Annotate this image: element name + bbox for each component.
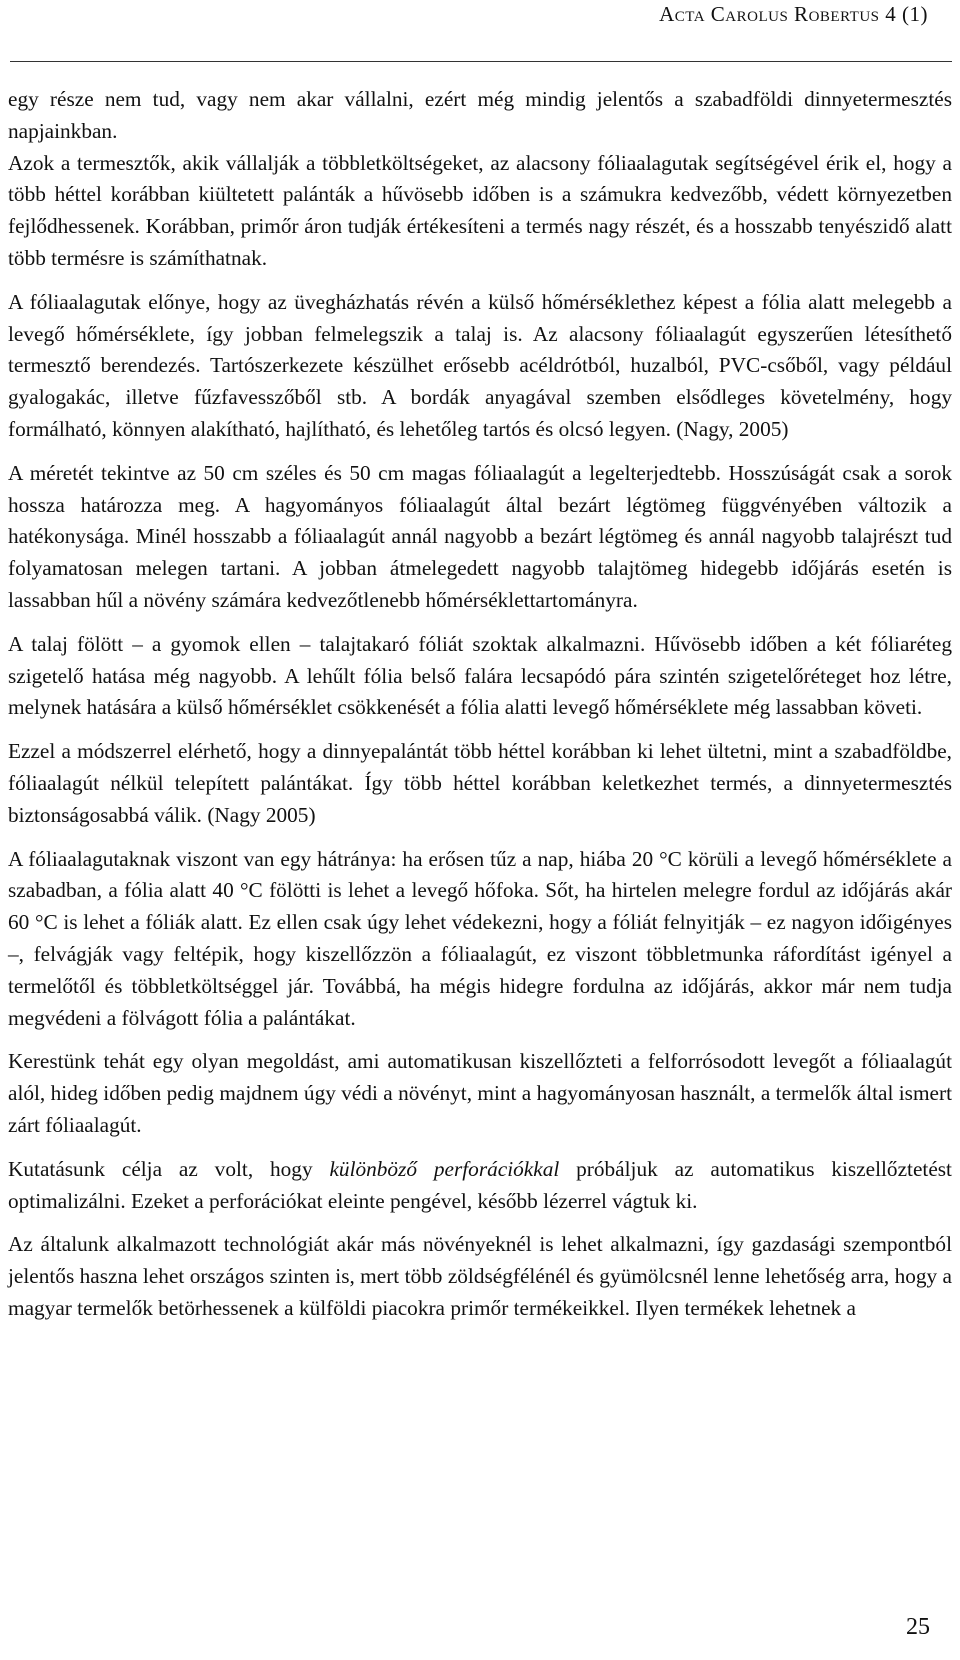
paragraph-method: Ezzel a módszerrel elérhető, hogy a dinnyepalántát több héttel korábban ki lehet ültetni, mint a szabadföldbe, fóliaalagút nélkül telepített palántákat. Így több héttel korábban keletkezhet termés, a dinnyetermesztés biztonságosabbá válik. (Nagy 2005) (8, 739, 952, 827)
paragraph-growers: Azok a termesztők, akik vállalják a többletköltségeket, az alacsony fóliaalagutak segítségével érik el, hogy a több héttel korábban kiültetett palánták a hűvösebb időben is a számukra kedvezőbb, védett környezetben fejlődhessenek. Korábban, primőr áron tudják értékesíteni a termés nagy részét, és a hosszabb tenyészidő alatt több termésre is számíthatnak. (8, 150, 952, 270)
header-rule (10, 61, 952, 62)
page-number: 25 (906, 1614, 930, 1640)
body-text (8, 84, 952, 1337)
paragraph-disadvantage: A fóliaalagutaknak viszont van egy hátránya: ha erősen tűz a nap, hiába 20 °C körüli a levegő hőmérséklete a szabadban, a fólia alatt 40 °C fölötti is lehet a levegő hőfoka. Sőt, ha hirtelen melegre fordul az időjárás akár 60 °C is lehet a fóliák alatt. Ez ellen csak úgy lehet védekezni, hogy a fóliát felnyitják – ez nagyon időigényes –, felvágják vagy feltépik, hogy kiszellőzzön a fóliaalagút, ez viszont többletmunka ráfordítást igényel a termelőtől és többletköltséggel jár. Továbbá, ha mégis hidegre fordulna az időjárás, akkor már nem tudja megvédeni a fölvágott fólia a palántákat. (8, 846, 952, 1030)
paragraph-mulch-film: A talaj fölött – a gyomok ellen – talajtakaró fóliát szoktak alkalmazni. Hűvösebb időben a két fóliaréteg szigetelő hatása még nagyobb. A lehűlt fólia belső falára lecsapódó pára szintén szigetelőréteget hoz létre, melynek hatására a külső hőmérséklet csökkenését a fólia alatti levegő hőmérséklete még lassabban követi. (8, 631, 952, 720)
paragraph-research-aim (8, 1154, 952, 1218)
paragraph-tunnel-advantages: A fóliaalagutak előnye, hogy az üvegházhatás révén a külső hőmérséklethez képest a fólia alatt melegebb a levegő hőmérséklete, így jobban felmelegszik a talaj is. Az alacsony fóliaalagút egyszerűen létesíthető termesztő berendezés. Tartószerkezete készülhet erősebb acéldrótból, huzalból, PVC-csőből, vagy például gyalogakác, illetve fűzfavesszőből stb. A bordák anyagával szemben elsődleges követelmény, hogy formálható, könnyen alakítható, hajlítható, és lehetőleg tartós és olcsó legyen. (Nagy, 2005) (8, 289, 952, 441)
paragraph-application: Az általunk alkalmazott technológiát akár más növényeknél is lehet alkalmazni, így gazdasági szempontból jelentős haszna lehet országos szinten is, mert több zöldségfélénél és gyümölcsnél lenne lehetőség arra, hogy a magyar termelők betörhessenek a külföldi piacokra primőr termékeikkel. Ilyen termékek lehetnek a (8, 1232, 952, 1320)
research-text-after: próbáljuk az automatikus kiszellőztetést optimalizálni. Ezeket a perforációkat eleinte pengével, később lézerrel vágtuk ki. (8, 1156, 952, 1213)
research-emphasis: különböző perforációkkal (329, 1156, 560, 1181)
running-header: Acta Carolus Robertus 4 (1) (659, 2, 928, 26)
paragraph-solution: Kerestünk tehát egy olyan megoldást, ami automatikusan kiszellőzteti a felforrósodott levegőt a fóliaalagút alól, hideg időben pedig majdnem úgy védi a növényt, mint a hagyományosan használt, a termelők által ismert zárt fóliaalagút. (8, 1049, 952, 1137)
paragraph-continuation: egy része nem tud, vagy nem akar vállalni, ezért még mindig jelentős a szabadföldi dinnyetermesztés napjainkban. (8, 87, 952, 143)
paragraph-tunnel-size: A méretét tekintve az 50 cm széles és 50 cm magas fóliaalagút a legelterjedtebb. Hosszúságát csak a sorok hossza határozza meg. A hagyományos fóliaalagút által bezárt légtömeg függvényében változik a hatékonysága. Minél hosszabb a fóliaalagút annál nagyobb a bezárt légtömeg és annál nagyobb talajrészt tud folyamatosan melegen tartani. A jobban átmelegedett nagyobb talajtömeg hidegebb időjárás esetén is lassabban hűl a növény számára kedvezőtlenebb hőmérséklettartományra. (8, 460, 952, 612)
research-text-before: Kutatásunk célja az volt, hogy (8, 1156, 330, 1181)
